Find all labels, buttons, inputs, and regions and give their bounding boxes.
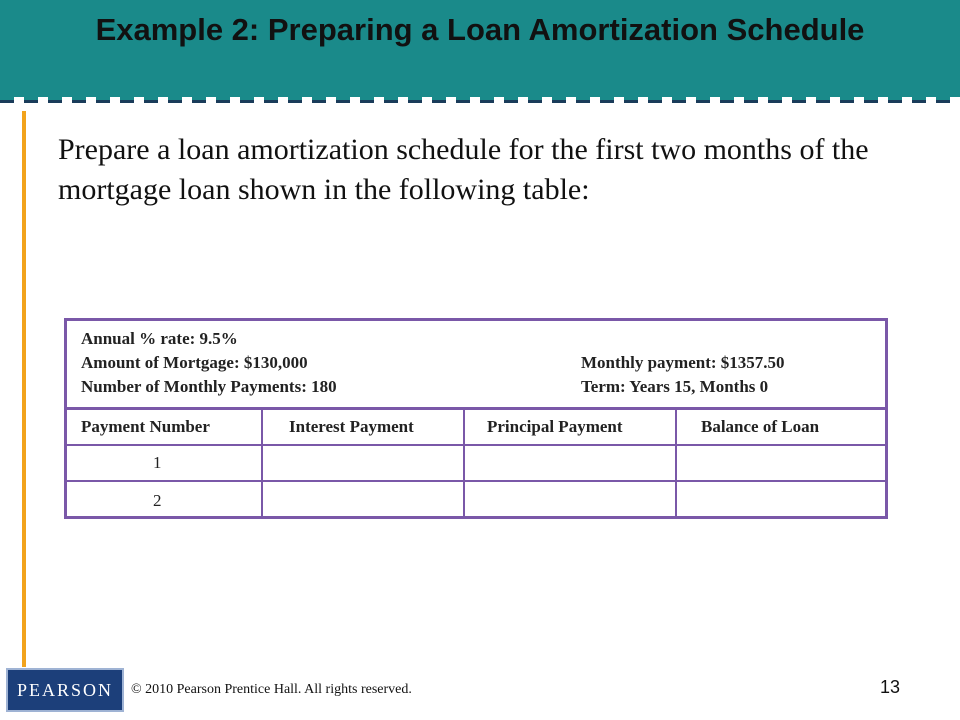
header-divider-shadow (0, 100, 960, 103)
slide-body-text: Prepare a loan amortization schedule for the first two months of the mortgage loan shown in the following table: (58, 133, 869, 206)
loan-table (64, 318, 888, 519)
table-cell (263, 482, 465, 519)
loan-term: Term: Years 15, Months 0 (581, 377, 769, 396)
table-cell (263, 446, 465, 482)
table-cell: 1 (67, 446, 263, 482)
amortization-grid (67, 407, 885, 516)
table-cell: 2 (67, 482, 263, 519)
slide-title: Example 2: Preparing a Loan Amortization Schedule (95, 12, 865, 47)
column-header: Principal Payment (465, 410, 677, 446)
pearson-logo: PEARSON (6, 668, 124, 712)
column-header: Payment Number (67, 410, 263, 446)
column-header: Balance of Loan (677, 410, 885, 446)
table-cell (677, 446, 885, 482)
mortgage-amount: Amount of Mortgage: $130,000 (81, 353, 308, 372)
number-of-payments: Number of Monthly Payments: 180 (81, 377, 337, 396)
table-cell (465, 446, 677, 482)
loan-info-right (581, 351, 785, 399)
loan-info (67, 321, 885, 407)
slide-header (0, 0, 960, 97)
annual-rate: Annual % rate: 9.5% (81, 329, 238, 348)
accent-bar (22, 111, 26, 667)
column-header: Interest Payment (263, 410, 465, 446)
monthly-payment: Monthly payment: $1357.50 (581, 353, 785, 372)
table-cell (465, 482, 677, 519)
table-cell (677, 482, 885, 519)
loan-info-left (81, 327, 337, 399)
copyright-text: © 2010 Pearson Prentice Hall. All rights reserved. (131, 682, 412, 697)
page-number: 13 (880, 677, 901, 697)
